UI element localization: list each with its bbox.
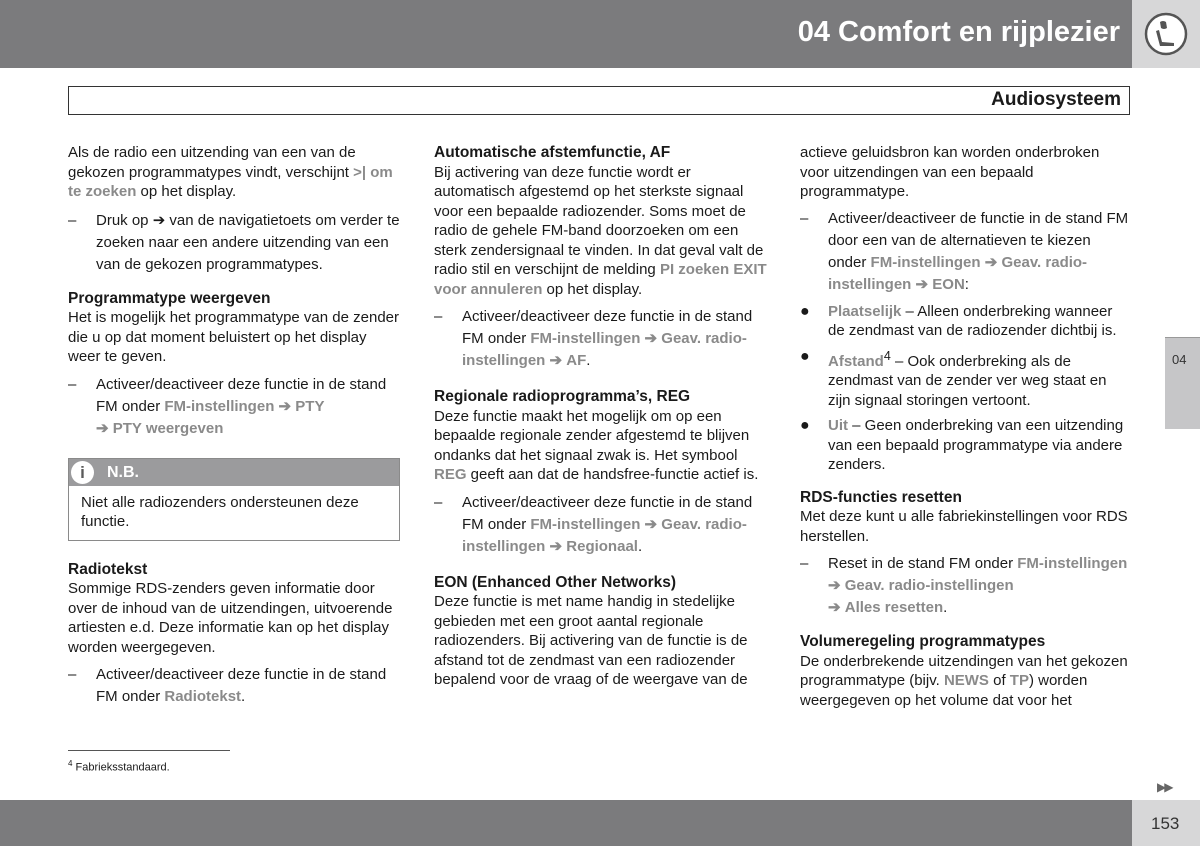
instruction-item: – Activeer/deactiveer deze functie in de stand FM onder FM-instellingen ➔ PTY ➔ PTY weergeven: [68, 375, 387, 437]
section-title: Audiosysteem: [991, 89, 1121, 110]
instruction-item: – Druk op ➔ van de navigatietoets om verder te zoeken naar een andere uitzending van een van de gekozen programmatypes.: [68, 211, 400, 273]
chapter-icon-box: [1132, 0, 1200, 68]
heading-reg: Regionale radioprogramma’s, REG: [434, 388, 691, 405]
paragraph: Als de radio een uitzending van een van de gekozen programmatypes vindt, verschijnt >| om te zoeken op het display.: [68, 144, 393, 200]
footnote: $^4$ Fabrieksstandaard.: [68, 759, 170, 774]
footnote-divider: [68, 750, 230, 751]
footer-bar: [0, 800, 1132, 846]
bullet-item: ● Plaatselijk – Alleen onderbreking wanneer de zendmast van de radiozender dichtbij is.: [800, 302, 1117, 339]
instruction-item: – Activeer/deactiveer deze functie in de stand FM onder Radiotekst.: [68, 666, 387, 705]
heading-volume: Volumeregeling programmatypes: [800, 633, 1046, 650]
column-2: [434, 143, 768, 690]
continue-arrows-icon: ▶▶: [1157, 780, 1172, 794]
heading-radiotekst: Radiotekst: [68, 560, 148, 578]
note-box: [68, 458, 400, 541]
paragraph: actieve geluidsbron kan worden onderbroken voor uitzendingen van een bepaald programmatype.: [800, 144, 1100, 200]
paragraph: Deze functie maakt het mogelijk om op een bepaalde regionale zender afgestemd te blijven ondanks dat het signaal zwak is. Het symbool REG geeft aan dat de handsfree-functie actief is.: [434, 407, 759, 483]
heading-af: Automatische afstemfunctie, AF: [434, 144, 671, 161]
paragraph: Bij activering van deze functie wordt er automatisch afgestemd op het sterkste signaal voor een bepaalde radiozender. Soms moet de radio de gehele FM-band doorzoeken om een sterk zendersignaal te vinden. In dat geval valt de radio stil en verschijnt de melding PI zoeken EXIT voor annuleren op het display.: [434, 163, 767, 298]
note-title: N.B.: [107, 463, 139, 481]
page-number: 153: [1151, 814, 1180, 833]
section-title-box: [68, 86, 1130, 115]
car-seat-icon: [1144, 12, 1188, 56]
heading-rds: RDS-functies resetten: [800, 488, 962, 506]
info-icon: i: [71, 461, 94, 484]
heading-programmatype: Programmatype weergeven: [68, 289, 271, 307]
note-text: Niet alle radiozenders ondersteunen deze functie.: [81, 493, 359, 530]
side-tab-label: 04: [1172, 352, 1187, 367]
chapter-header-bar: [0, 0, 1132, 68]
paragraph: Het is mogelijk het programmatype van de zender die u op dat moment beluistert op het display weer te geven.: [68, 309, 399, 365]
instruction-item: – Activeer/deactiveer deze functie in de stand FM onder FM-instellingen ➔ Geav. radio-instellingen ➔ Regionaal.: [434, 493, 753, 555]
bullet-item: ● Afstand$^4$ – Ook onderbreking als de zendmast van de zender ver weg staat en zijn signaal storingen vertoont.: [800, 347, 1107, 409]
instruction-item: – Reset in de stand FM onder FM-instellingen ➔ Geav. radio-instellingen ➔ Alles resetten.: [800, 555, 1128, 616]
instruction-item: – Activeer/deactiveer de functie in de stand FM door een van de alternatieven te kiezen onder FM-instellingen ➔ Geav. radio-instellingen ➔ EON:: [800, 209, 1129, 293]
column-1: [68, 143, 400, 708]
paragraph: Sommige RDS-zenders geven informatie door over de inhoud van de uitzendingen, uitvoerende artiesten e.d. Deze informatie kan op het display worden weergegeven.: [68, 580, 393, 656]
bullet-item: ● Uit – Geen onderbreking van een uitzending van een bepaald programmatype via andere zenders.: [800, 417, 1124, 473]
instruction-item: – Activeer/deactiveer deze functie in de stand FM onder FM-instellingen ➔ Geav. radio-instellingen ➔ AF.: [434, 308, 753, 369]
page-number-box: [1132, 800, 1200, 846]
chapter-title: 04 Comfort en rijplezier: [797, 16, 1120, 48]
paragraph: Met deze kunt u alle fabriekinstellingen voor RDS herstellen.: [800, 508, 1128, 545]
paragraph: De onderbrekende uitzendingen van het gekozen programmatype (bijv. NEWS of TP) worden weergegeven op het volume dat voor het: [800, 652, 1128, 709]
note-header: [69, 459, 399, 486]
heading-eon: EON (Enhanced Other Networks): [434, 573, 677, 591]
column-3: [800, 143, 1132, 710]
chapter-side-tab: [1165, 337, 1200, 429]
paragraph: Deze functie is met name handig in stedelijke gebieden met een groot aantal regionale radiozenders. Bij activering van de functie is de afstand tot de zendmast van een radiozender bepalend voor de vraag of de weergave van de: [434, 593, 748, 688]
